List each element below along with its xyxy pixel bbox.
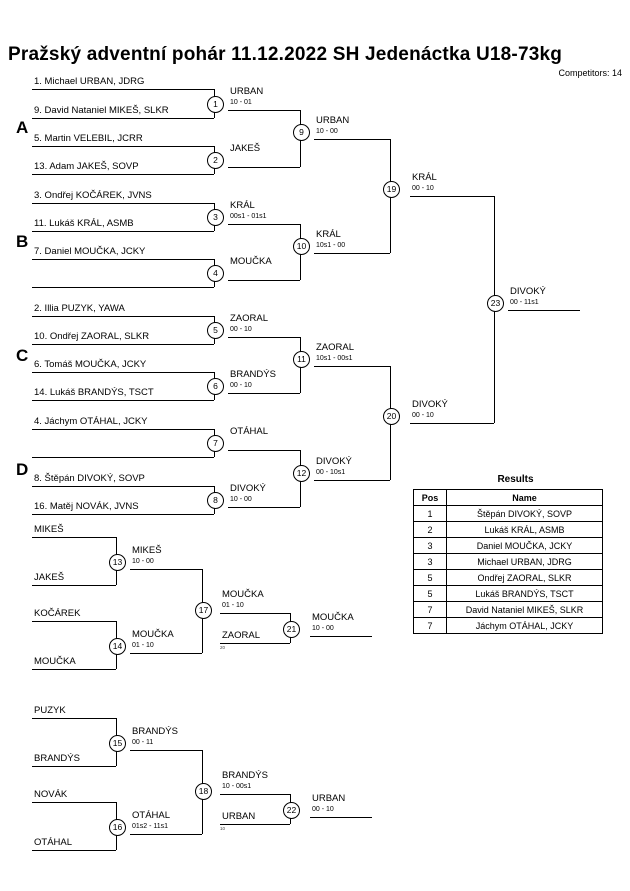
seed-rule-bye <box>32 457 214 458</box>
seed-entry: 10. Ondřej ZAORAL, SLKR <box>34 331 150 342</box>
match-winner-final: DIVOKÝ <box>510 286 546 297</box>
winner-rule <box>130 653 202 654</box>
seed-entry: 7. Daniel MOUČKA, JCKY <box>34 246 146 257</box>
result-pos: 3 <box>414 554 447 570</box>
winner-rule <box>314 480 390 481</box>
match-score: 00 - 11 <box>132 739 154 746</box>
match-winner: JAKEŠ <box>230 143 261 154</box>
table-row <box>414 554 603 570</box>
match-node-12[interactable]: 12 <box>293 465 310 482</box>
result-name: Štěpán DIVOKÝ, SOVP <box>447 506 603 522</box>
winner-rule <box>228 280 300 281</box>
seed-rule <box>32 850 116 851</box>
seed-rule <box>32 486 214 487</box>
match-node-5[interactable]: 5 <box>207 322 224 339</box>
seed-rule <box>32 669 116 670</box>
match-winner: OTÁHAL <box>230 426 269 437</box>
winner-rule <box>220 794 290 795</box>
match-winner: URBAN <box>316 115 350 126</box>
match-node-7[interactable]: 7 <box>207 435 224 452</box>
competitors-count: Competitors: 14 <box>558 68 622 78</box>
match-score-final: 00 - 11s1 <box>510 299 539 306</box>
winner-rule <box>314 139 390 140</box>
result-name: Michael URBAN, JDRG <box>447 554 603 570</box>
match-score: 10s1 - 00s1 <box>316 355 353 362</box>
result-name: Lukáš KRÁL, ASMB <box>447 522 603 538</box>
result-pos: 5 <box>414 570 447 586</box>
table-row <box>414 618 603 634</box>
winner-rule <box>130 834 202 835</box>
winner-rule <box>410 423 494 424</box>
results-col-pos: Pos <box>414 490 447 506</box>
result-name: David Nataniel MIKEŠ, SLKR <box>447 602 603 618</box>
winner-rule <box>314 366 390 367</box>
match-node-22[interactable]: 22 <box>283 802 300 819</box>
table-row <box>414 586 603 602</box>
match-score: 10 - 00 <box>316 128 338 135</box>
match-node-4[interactable]: 4 <box>207 265 224 282</box>
loser-rule <box>220 643 290 644</box>
match-node-23[interactable]: 23 <box>487 295 504 312</box>
table-row <box>414 506 603 522</box>
match-winner: MOUČKA <box>230 256 272 267</box>
seed-rule <box>32 718 116 719</box>
table-row <box>414 570 603 586</box>
seed-rule <box>32 429 214 430</box>
repechage-loser: ZAORAL <box>222 630 261 641</box>
seed-entry: 8. Štěpán DIVOKÝ, SOVP <box>34 473 145 484</box>
result-pos: 5 <box>414 586 447 602</box>
match-node-1[interactable]: 1 <box>207 96 224 113</box>
seed-rule <box>32 766 116 767</box>
match-node-13[interactable]: 13 <box>109 554 126 571</box>
winner-rule <box>310 636 372 637</box>
seed-entry: 2. Illia PUZYK, YAWA <box>34 303 125 314</box>
match-score: 00 - 10s1 <box>316 469 346 476</box>
seed-entry: 14. Lukáš BRANDÝS, TSCT <box>34 387 154 398</box>
seed-rule <box>32 89 214 90</box>
match-winner: KRÁL <box>316 229 341 240</box>
match-score: 10s1 - 00 <box>316 242 346 249</box>
seed-entry: 9. David Nataniel MIKEŠ, SLKR <box>34 105 169 116</box>
repechage-feeder: MIKEŠ <box>34 524 64 535</box>
repechage-mark: 20 <box>220 645 226 650</box>
match-score: 00 - 10 <box>230 326 252 333</box>
match-winner: BRANDÝS <box>222 770 268 781</box>
seed-rule <box>32 585 116 586</box>
match-node-16[interactable]: 16 <box>109 819 126 836</box>
match-node-6[interactable]: 6 <box>207 378 224 395</box>
group-label-b: B <box>16 232 29 251</box>
result-name: Daniel MOUČKA, JCKY <box>447 538 603 554</box>
match-winner: ZAORAL <box>316 342 355 353</box>
seed-entry: 1. Michael URBAN, JDRG <box>34 76 145 87</box>
result-name: Ondřej ZAORAL, SLKR <box>447 570 603 586</box>
seed-rule <box>32 231 214 232</box>
match-score: 00 - 10 <box>230 382 252 389</box>
table-row <box>414 602 603 618</box>
seed-rule <box>32 537 116 538</box>
match-node-18[interactable]: 18 <box>195 783 212 800</box>
match-score: 01 - 10 <box>132 642 154 649</box>
repechage-feeder: MOUČKA <box>34 656 76 667</box>
match-node-9[interactable]: 9 <box>293 124 310 141</box>
repechage-feeder: OTÁHAL <box>34 837 73 848</box>
match-score: 10 - 00 <box>230 496 252 503</box>
seed-rule <box>32 316 214 317</box>
group-label-c: C <box>16 346 29 365</box>
result-pos: 2 <box>414 522 447 538</box>
results-col-name: Name <box>447 490 603 506</box>
result-name: Lukáš BRANDÝS, TSCT <box>447 586 603 602</box>
winner-rule <box>228 110 300 111</box>
winner-rule <box>228 507 300 508</box>
winner-rule <box>508 310 580 311</box>
match-score: 00 - 10 <box>312 806 334 813</box>
match-winner: BRANDÝS <box>132 726 178 737</box>
match-node-3[interactable]: 3 <box>207 209 224 226</box>
match-winner: URBAN <box>230 86 264 97</box>
match-node-15[interactable]: 15 <box>109 735 126 752</box>
result-pos: 7 <box>414 602 447 618</box>
seed-rule <box>32 621 116 622</box>
seed-entry: 5. Martin VELEBIL, JCRR <box>34 133 143 144</box>
results-header-row <box>414 490 603 506</box>
seed-entry: 16. Matěj NOVÁK, JVNS <box>34 501 139 512</box>
table-row <box>414 522 603 538</box>
match-node-8[interactable]: 8 <box>207 492 224 509</box>
repechage-feeder: PUZYK <box>34 705 66 716</box>
match-winner: MIKEŠ <box>132 545 162 556</box>
match-winner: MOUČKA <box>132 629 174 640</box>
match-score: 00 - 10 <box>412 185 434 192</box>
match-winner: URBAN <box>312 793 346 804</box>
seed-rule <box>32 146 214 147</box>
match-winner: ZAORAL <box>230 313 269 324</box>
seed-rule <box>32 259 214 260</box>
result-pos: 7 <box>414 618 447 634</box>
results-panel <box>413 474 618 634</box>
group-label-a: A <box>16 118 29 137</box>
match-node-14[interactable]: 14 <box>109 638 126 655</box>
seed-rule <box>32 400 214 401</box>
match-winner: MOUČKA <box>222 589 264 600</box>
table-row <box>414 538 603 554</box>
match-winner: KRÁL <box>412 172 437 183</box>
winner-rule <box>130 750 202 751</box>
match-winner: BRANDÝS <box>230 369 276 380</box>
result-name: Jáchym OTÁHAL, JCKY <box>447 618 603 634</box>
winner-rule <box>314 253 390 254</box>
seed-entry: 4. Jáchym OTÁHAL, JCKY <box>34 416 148 427</box>
match-winner: DIVOKÝ <box>316 456 352 467</box>
match-node-2[interactable]: 2 <box>207 152 224 169</box>
match-score: 01 - 10 <box>222 602 244 609</box>
page-title: Pražský adventní pohár 11.12.2022 SH Jedenáctka U18-73kg <box>8 44 563 65</box>
winner-rule <box>220 613 290 614</box>
seed-rule <box>32 344 214 345</box>
repechage-feeder: BRANDÝS <box>34 753 80 764</box>
match-node-10[interactable]: 10 <box>293 238 310 255</box>
repechage-feeder: NOVÁK <box>34 789 68 800</box>
match-score: 10 - 01 <box>230 99 252 106</box>
match-score: 00s1 - 01s1 <box>230 213 267 220</box>
repechage-feeder: JAKEŠ <box>34 572 65 583</box>
match-score: 01s2 - 11s1 <box>132 823 169 830</box>
repechage-mark: 10 <box>220 826 226 831</box>
loser-rule <box>220 824 290 825</box>
results-table <box>413 489 603 634</box>
seed-entry: 13. Adam JAKEŠ, SOVP <box>34 161 139 172</box>
repechage-feeder: KOČÁREK <box>34 608 81 619</box>
seed-rule <box>32 203 214 204</box>
seed-rule <box>32 802 116 803</box>
match-score: 00 - 10 <box>412 412 434 419</box>
result-pos: 1 <box>414 506 447 522</box>
match-winner: KRÁL <box>230 200 255 211</box>
match-score: 10 - 00 <box>312 625 334 632</box>
winner-rule <box>228 224 300 225</box>
match-winner: MOUČKA <box>312 612 354 623</box>
seed-rule <box>32 514 214 515</box>
seed-rule <box>32 118 214 119</box>
seed-rule-bye <box>32 287 214 288</box>
seed-entry: 6. Tomáš MOUČKA, JCKY <box>34 359 147 370</box>
winner-rule <box>228 450 300 451</box>
match-winner: DIVOKÝ <box>412 399 448 410</box>
result-pos: 3 <box>414 538 447 554</box>
seed-entry: 3. Ondřej KOČÁREK, JVNS <box>34 190 152 201</box>
results-title: Results <box>497 474 534 485</box>
match-node-21[interactable]: 21 <box>283 621 300 638</box>
winner-rule <box>410 196 494 197</box>
winner-rule <box>130 569 202 570</box>
winner-rule <box>228 337 300 338</box>
match-node-17[interactable]: 17 <box>195 602 212 619</box>
match-score: 10 - 00 <box>132 558 154 565</box>
seed-entry: 11. Lukáš KRÁL, ASMB <box>34 218 134 229</box>
seed-rule <box>32 372 214 373</box>
match-winner: DIVOKÝ <box>230 483 266 494</box>
match-winner: OTÁHAL <box>132 810 171 821</box>
winner-rule <box>228 167 300 168</box>
match-node-20[interactable]: 20 <box>383 408 400 425</box>
repechage-loser: URBAN <box>222 811 256 822</box>
match-score: 10 - 00s1 <box>222 783 252 790</box>
winner-rule <box>228 393 300 394</box>
seed-rule <box>32 174 214 175</box>
match-node-11[interactable]: 11 <box>293 351 310 368</box>
winner-rule <box>310 817 372 818</box>
match-node-19[interactable]: 19 <box>383 181 400 198</box>
group-label-d: D <box>16 460 29 479</box>
